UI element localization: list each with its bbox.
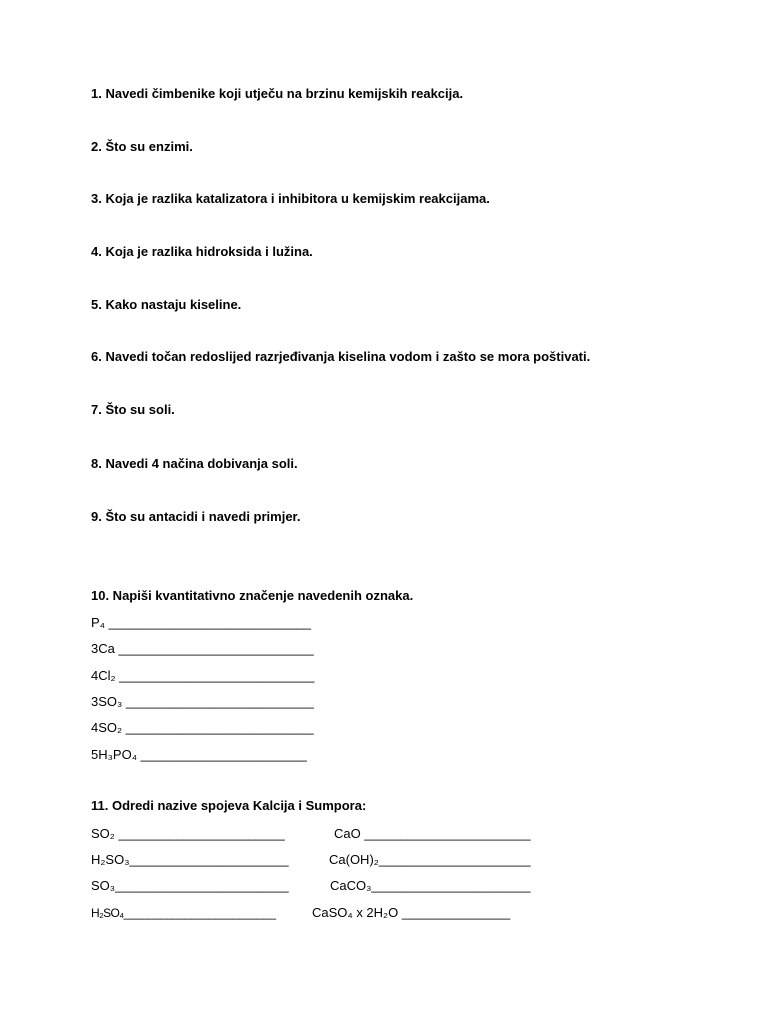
q11-left-so3: SO₃________________________ (91, 878, 289, 893)
question-4: 4. Koja je razlika hidroksida i lužina. (91, 244, 313, 259)
q10-item-3so3: 3SO₃ __________________________ (91, 694, 314, 709)
question-2: 2. Što su enzimi. (91, 139, 193, 154)
question-10-title: 10. Napiši kvantitativno značenje navedenih oznaka. (91, 588, 414, 603)
q10-item-3ca: 3Ca ___________________________ (91, 641, 314, 656)
question-9: 9. Što su antacidi i navedi primjer. (91, 509, 301, 524)
q10-item-4so2: 4SO₂ __________________________ (91, 720, 314, 735)
q11-right-caso4: CaSO₄ x 2H₂O _______________ (312, 905, 511, 920)
q11-right-caoh2: Ca(OH)₂_____________________ (329, 852, 531, 867)
question-3: 3. Koja je razlika katalizatora i inhibitora u kemijskim reakcijama. (91, 191, 490, 206)
q11-left-so2: SO₂ _______________________ (91, 826, 285, 841)
q10-item-5h3po4: 5H₃PO₄ _______________________ (91, 747, 307, 762)
q10-item-4cl2: 4Cl₂ ___________________________ (91, 668, 315, 683)
q11-right-caco3: CaCO₃______________________ (330, 878, 531, 893)
question-7: 7. Što su soli. (91, 402, 175, 417)
question-8: 8. Navedi 4 načina dobivanja soli. (91, 456, 298, 471)
q11-left-h2so3: H₂SO₃______________________ (91, 852, 289, 867)
question-1: 1. Navedi čimbenike koji utječu na brzinu kemijskih reakcija. (91, 86, 464, 101)
q11-left-h2so4: H₂SO₄_________________________ (91, 906, 276, 920)
question-5: 5. Kako nastaju kiseline. (91, 297, 242, 312)
q10-item-p4: P₄ ____________________________ (91, 615, 312, 630)
question-6: 6. Navedi točan redoslijed razrjeđivanja kiselina vodom i zašto se mora poštivati. (91, 349, 591, 364)
question-11-title: 11. Odredi nazive spojeva Kalcija i Sumpora: (91, 798, 367, 813)
q11-right-cao: CaO _______________________ (334, 826, 531, 841)
